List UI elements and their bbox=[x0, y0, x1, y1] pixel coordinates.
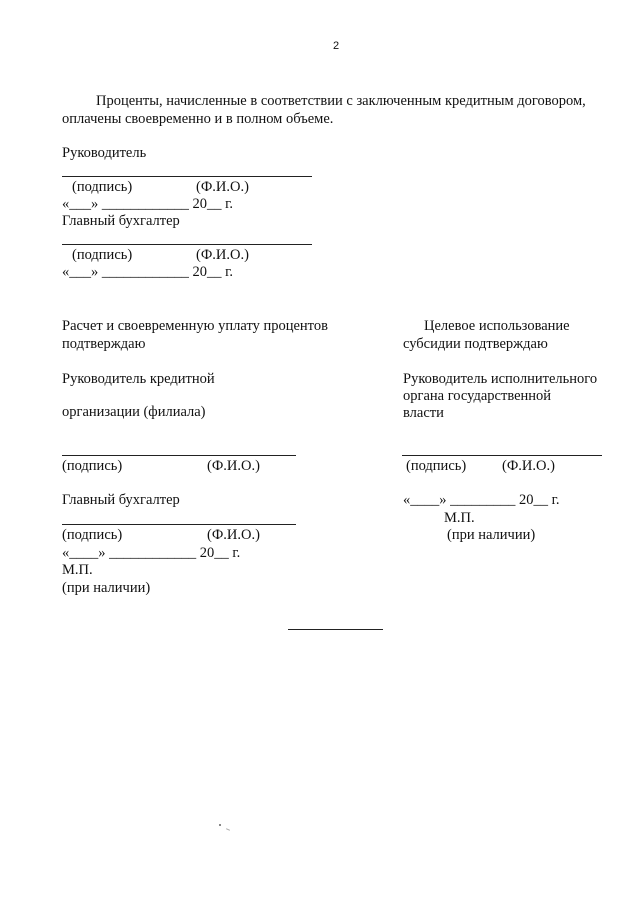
left-role-line-2: организации (филиала) bbox=[62, 404, 206, 420]
page-number: 2 bbox=[333, 40, 340, 52]
scan-speck bbox=[226, 828, 230, 831]
right-heading-line-2: субсидии подтверждаю bbox=[403, 336, 548, 352]
right-signature-line bbox=[402, 455, 602, 456]
left-accountant-signature-line bbox=[62, 524, 296, 525]
head-role-label: Руководитель bbox=[62, 145, 147, 161]
right-role-line-2: органа государственной bbox=[403, 388, 552, 404]
scan-speck bbox=[219, 824, 221, 826]
intro-line-2: оплачены своевременно и в полном объеме. bbox=[62, 111, 334, 127]
intro-line-1: Проценты, начисленные в соответствии с заключенным кредитным договором, bbox=[96, 93, 586, 109]
left-fio-caption: (Ф.И.О.) bbox=[207, 458, 260, 474]
right-stamp-note: (при наличии) bbox=[447, 527, 536, 543]
left-signature-line bbox=[62, 455, 296, 456]
right-heading-line-1: Целевое использование bbox=[424, 318, 570, 334]
right-role-line-1: Руководитель исполнительного bbox=[403, 371, 598, 387]
accountant-fio-caption: (Ф.И.О.) bbox=[196, 247, 249, 263]
right-role-line-3: власти bbox=[403, 405, 444, 421]
end-separator-line bbox=[288, 629, 383, 630]
head-fio-caption: (Ф.И.О.) bbox=[196, 179, 249, 195]
left-heading-line-2: подтверждаю bbox=[62, 336, 146, 352]
accountant-signature-caption: (подпись) bbox=[72, 247, 133, 263]
head-date-line: «___» ____________ 20__ г. bbox=[62, 196, 234, 212]
right-date-line: «____» _________ 20__ г. bbox=[403, 492, 560, 508]
head-signature-caption: (подпись) bbox=[72, 179, 133, 195]
right-fio-caption: (Ф.И.О.) bbox=[502, 458, 555, 474]
accountant-date-line: «___» ____________ 20__ г. bbox=[62, 264, 234, 280]
right-stamp-label: М.П. bbox=[444, 510, 475, 526]
left-date-line: «____» ____________ 20__ г. bbox=[62, 545, 241, 561]
left-accountant-signature-caption: (подпись) bbox=[62, 527, 123, 543]
left-stamp-label: М.П. bbox=[62, 562, 93, 578]
left-role-line-1: Руководитель кредитной bbox=[62, 371, 215, 387]
accountant-role-label: Главный бухгалтер bbox=[62, 213, 180, 229]
left-signature-caption: (подпись) bbox=[62, 458, 123, 474]
left-stamp-note: (при наличии) bbox=[62, 580, 151, 596]
left-accountant-label: Главный бухгалтер bbox=[62, 492, 180, 508]
right-signature-caption: (подпись) bbox=[406, 458, 467, 474]
left-heading-line-1: Расчет и своевременную уплату процентов bbox=[62, 318, 328, 334]
left-accountant-fio-caption: (Ф.И.О.) bbox=[207, 527, 260, 543]
head-signature-line bbox=[62, 176, 312, 177]
accountant-signature-line bbox=[62, 244, 312, 245]
